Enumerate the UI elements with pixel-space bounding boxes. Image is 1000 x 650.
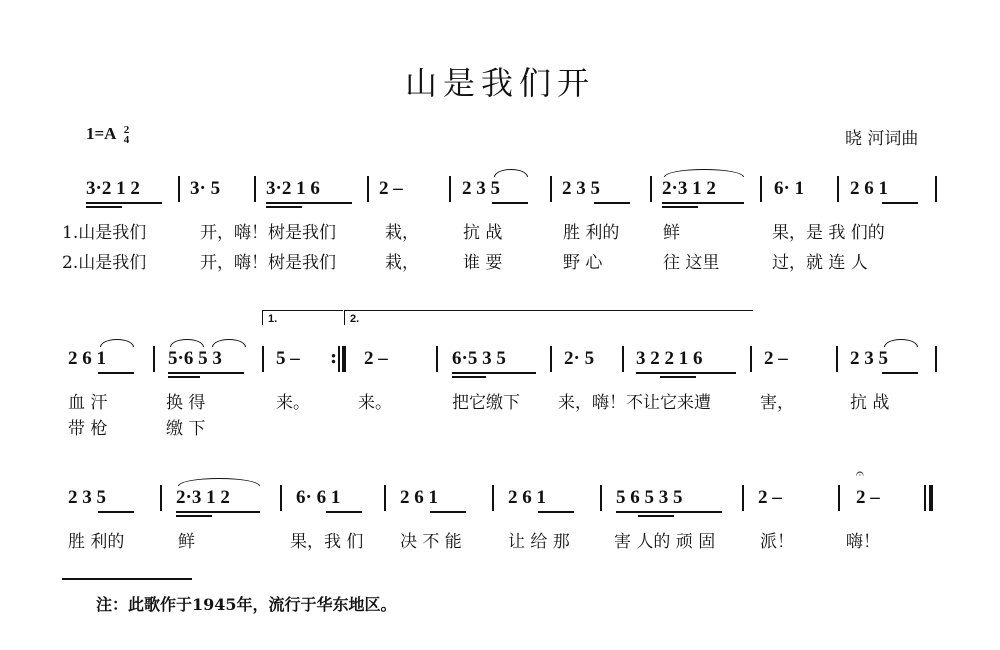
- bar-line: [160, 485, 162, 511]
- lyric: 让 给 那: [508, 532, 570, 552]
- lyric: 野 心: [563, 253, 603, 273]
- lyric: 派！: [760, 532, 794, 552]
- measure: 2 3 5: [562, 178, 600, 199]
- measure: 5 6 5 3 5: [616, 487, 683, 508]
- measure: 5·6 5 3: [168, 348, 222, 369]
- key-signature: 1=A: [86, 124, 116, 143]
- measure: 2 –: [364, 348, 388, 369]
- bar-line: [935, 176, 937, 202]
- measure: 2 6 1: [68, 348, 106, 369]
- measure: 6· 6 1: [296, 487, 341, 508]
- bar-line: [153, 346, 155, 372]
- bar-line: [492, 485, 494, 511]
- lyric: 血 汗: [68, 393, 108, 413]
- beam: [86, 202, 162, 204]
- footnote: 注：此歌作于1945年，流行于华东地区。: [96, 595, 397, 614]
- beam: [176, 515, 212, 517]
- bar-line: [935, 346, 937, 372]
- measure: 2·3 1 2: [662, 178, 716, 199]
- lyric: 过，就 连 人: [772, 253, 868, 273]
- bar-line: [750, 346, 752, 372]
- measure: 2 3 5: [850, 348, 888, 369]
- bar-line: [622, 346, 624, 372]
- slur: [170, 339, 204, 347]
- bar-line: [838, 485, 840, 511]
- volta-bracket-2: [344, 310, 753, 325]
- beam: [636, 372, 736, 374]
- measure: 2 3 5: [68, 487, 106, 508]
- slur: [178, 478, 260, 486]
- beam: [660, 376, 696, 378]
- lyric: 往 这里: [663, 253, 720, 273]
- lyric: 鲜: [178, 532, 195, 552]
- slur: [100, 339, 134, 347]
- measure: 2 –: [764, 348, 788, 369]
- bar-line: [449, 176, 451, 202]
- lyric: 开，嗨！树是我们: [200, 253, 336, 273]
- beam: [266, 206, 302, 208]
- beam: [98, 372, 134, 374]
- lyric: 栽，: [385, 223, 419, 243]
- measure: 3·2 1 6: [266, 178, 320, 199]
- lyric: 开，嗨！树是我们: [200, 223, 336, 243]
- beam: [86, 206, 122, 208]
- measure: 2 –: [758, 487, 782, 508]
- slur: [664, 169, 744, 177]
- bar-line: [837, 176, 839, 202]
- bar-line: [650, 176, 652, 202]
- beam: [882, 202, 918, 204]
- bar-line: [254, 176, 256, 202]
- bar-line: [384, 485, 386, 511]
- bar-line: [262, 346, 264, 372]
- repeat-dots: :: [330, 346, 338, 368]
- lyric: 2.山是我们: [62, 253, 147, 273]
- beam: [616, 511, 722, 513]
- beam: [326, 511, 362, 513]
- beam: [452, 372, 536, 374]
- measure: 6· 1: [774, 178, 805, 199]
- lyric: 果，我 们: [290, 532, 364, 552]
- measure: 6·5 3 5: [452, 348, 506, 369]
- final-bar-thick: [929, 485, 933, 511]
- slur: [884, 339, 918, 347]
- lyric: 来。: [358, 393, 392, 413]
- lyric: 鲜: [663, 223, 680, 243]
- measure: 2·3 1 2: [176, 487, 230, 508]
- measure: 3 2 2 1 6: [636, 348, 703, 369]
- beam: [492, 202, 528, 204]
- footnote-rule: [62, 578, 192, 580]
- beam: [266, 202, 352, 204]
- lyric: 抗 战: [463, 223, 503, 243]
- lyric: 来，嗨！不让它来遭: [558, 393, 711, 413]
- bar-line: [280, 485, 282, 511]
- lyric: 把它缴下: [452, 393, 520, 413]
- measure: 2 –: [856, 487, 880, 508]
- lyric: 害，: [760, 393, 794, 413]
- measure: 2 –: [379, 178, 403, 199]
- lyric: 谁 要: [463, 253, 503, 273]
- bar-line: [836, 346, 838, 372]
- lyric: 1.山是我们: [62, 223, 147, 243]
- beam: [594, 202, 630, 204]
- final-bar-thin: [924, 485, 926, 511]
- time-signature: 2 4: [123, 124, 130, 147]
- bar-line: [550, 346, 552, 372]
- volta-label-2: 2.: [350, 313, 360, 325]
- lyric: 决 不 能: [400, 532, 462, 552]
- bar-line: [367, 176, 369, 202]
- beam: [638, 515, 674, 517]
- beam: [662, 202, 744, 204]
- measure: 2· 5: [564, 348, 595, 369]
- lyric: 栽，: [385, 253, 419, 273]
- beam: [168, 376, 200, 378]
- volta-label-1: 1.: [268, 313, 278, 325]
- repeat-bar-thick: [342, 346, 346, 372]
- lyric: 嗨！: [846, 532, 880, 552]
- bar-line: [760, 176, 762, 202]
- song-title: 山是我们开: [404, 64, 595, 102]
- measure: 2 6 1: [850, 178, 888, 199]
- lyric: 果，是 我 们的: [772, 223, 885, 243]
- lyric: 换 得: [166, 393, 206, 413]
- beam: [176, 511, 260, 513]
- fermata-mark: 𝄐: [856, 466, 864, 482]
- slur: [212, 339, 246, 347]
- lyric: 胜 利的: [563, 223, 620, 243]
- measure: 5 –: [276, 348, 300, 369]
- measure: 2 6 1: [400, 487, 438, 508]
- measure: 2 3 5: [462, 178, 500, 199]
- beam: [452, 376, 486, 378]
- lyric: 来。: [276, 393, 310, 413]
- bar-line: [338, 346, 340, 372]
- bar-line: [600, 485, 602, 511]
- key-time-signature: [86, 124, 129, 145]
- measure: 3· 5: [190, 178, 221, 199]
- beam: [882, 372, 918, 374]
- bar-line: [178, 176, 180, 202]
- lyric: 抗 战: [850, 393, 890, 413]
- lyric: 害 人的 顽 固: [614, 532, 716, 552]
- measure: 2 6 1: [508, 487, 546, 508]
- beam: [430, 511, 466, 513]
- beam: [538, 511, 574, 513]
- bar-line: [742, 485, 744, 511]
- slur: [494, 169, 528, 177]
- credit-line: 晓 河词曲: [845, 129, 919, 149]
- bar-line: [436, 346, 438, 372]
- beam: [98, 511, 134, 513]
- beam: [168, 372, 244, 374]
- lyric: 胜 利的: [68, 532, 125, 552]
- measure: 3·2 1 2: [86, 178, 140, 199]
- bar-line: [550, 176, 552, 202]
- lyric: 带 枪: [68, 419, 108, 439]
- beam: [662, 206, 698, 208]
- lyric: 缴 下: [166, 419, 206, 439]
